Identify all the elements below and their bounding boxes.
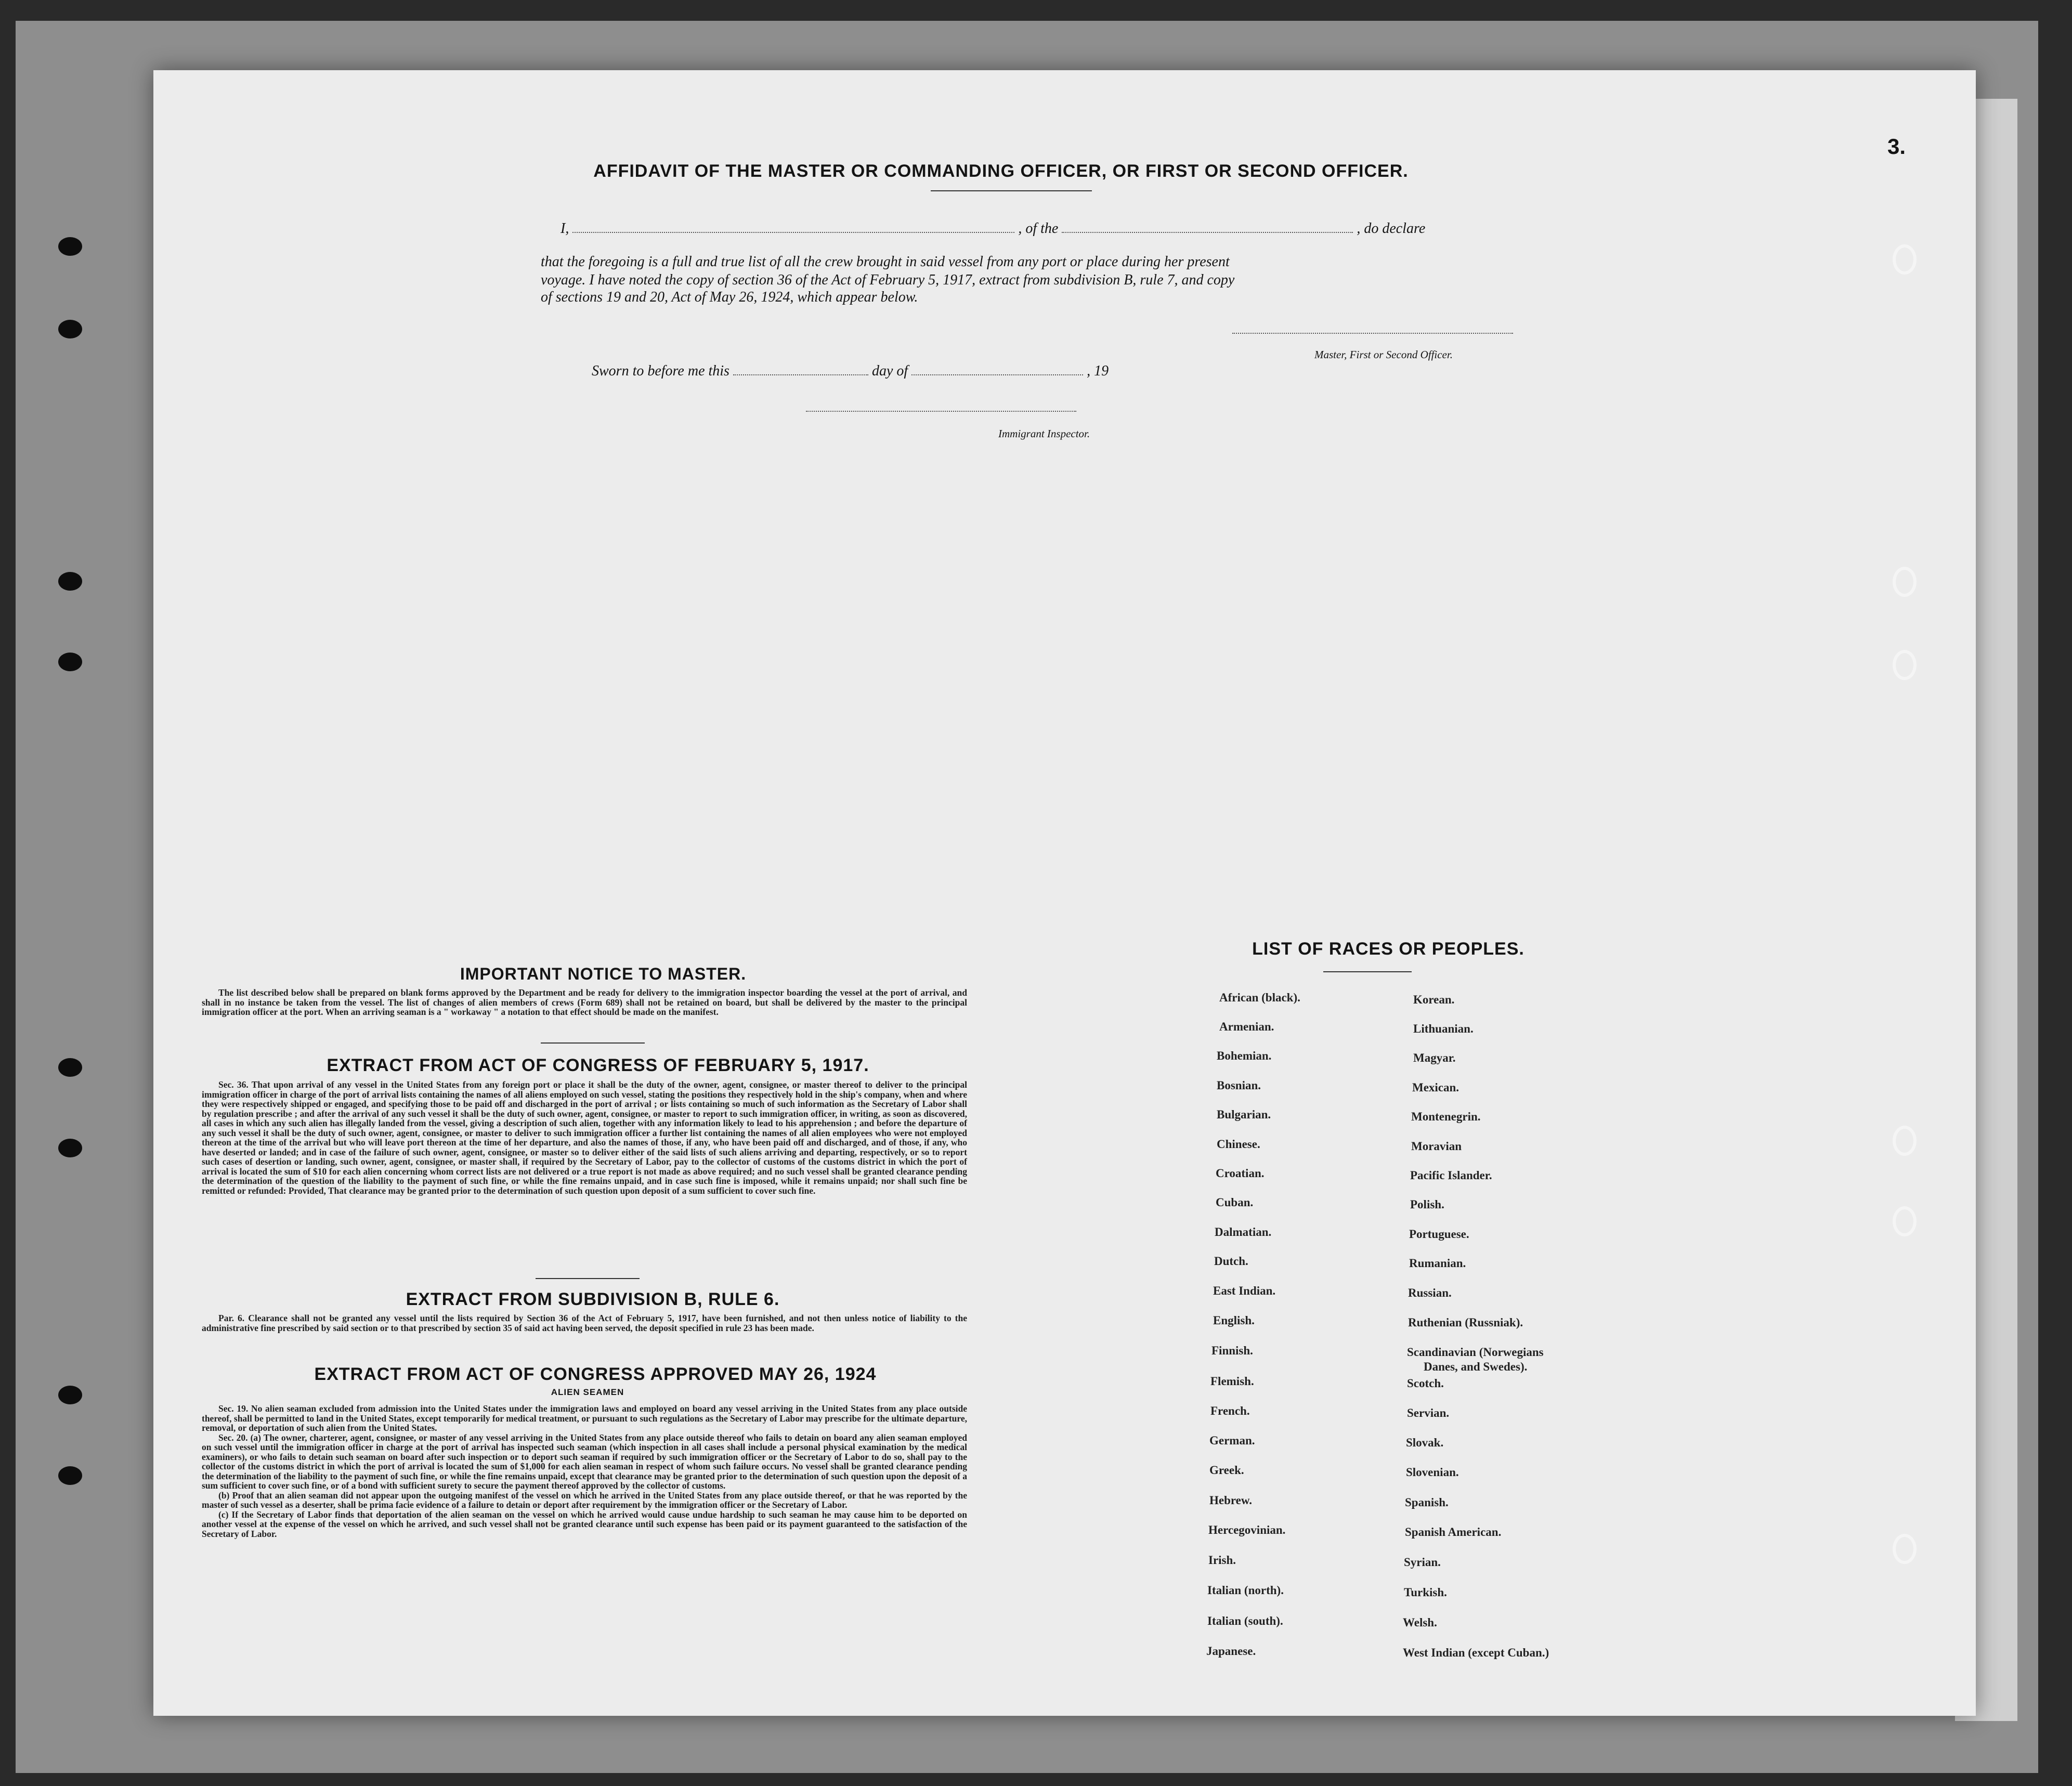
race-item: Bulgarian. — [1217, 1108, 1271, 1121]
section-20c-text: (c) If the Secretary of Labor finds that deportation of the alien seaman on the vessel on which he arrived would cause undue hardship to such seaman he may cause him to be deported on another vessel at the expense of the vessel on which he arrived, and such vessel shall not be granted clearance until such expense has been paid or its payment guaranteed to the satisfaction of the Secretary of Labor. — [202, 1509, 967, 1539]
binder-ring — [1893, 244, 1917, 275]
race-item: German. — [1209, 1434, 1255, 1447]
binder-ring — [1893, 650, 1917, 680]
race-item: Italian (south). — [1207, 1614, 1283, 1627]
extract-1924-paragraph — [202, 1404, 967, 1539]
race-item: Turkish. — [1404, 1586, 1447, 1599]
section-20a-text: Sec. 20. (a) The owner, charterer, agent, consignee, or master of any vessel arriving in the United States from any place outside thereof who fails to detain on board any alien seaman employed on such vessel until the immigration officer in charge at the port of arrival has inspected such seaman (which inspection in all cases shall include a personal physical examination by the medical examiners), or who fails to detain such seaman on board after such inspection or to deport such seaman if required by such immigration officer or the Secretary of Labor to do so, shall pay to the collector of the customs district in which the port of arrival is located the sum of $1,000 for each alien seaman in respect of whom such failure occurs. No vessel shall be granted clearance pending the determination of the liability to the payment of such fine, or while the fine remains unpaid, except that clearance may be granted prior to the determination of such question upon the deposit of a sum sufficient to cover such fine, or of a bond with sufficient surety to secure the payment thereof approved by the collector of customs. — [202, 1432, 967, 1491]
race-item: Hebrew. — [1209, 1494, 1252, 1507]
binder-hole — [58, 1386, 82, 1404]
notice-title: IMPORTANT NOTICE TO MASTER. — [460, 964, 747, 983]
race-item: Scandinavian (Norwegians — [1407, 1346, 1544, 1359]
binder-hole — [58, 320, 82, 338]
race-item: Cuban. — [1216, 1196, 1254, 1209]
race-item: Magyar. — [1413, 1051, 1456, 1064]
race-item: Pacific Islander. — [1410, 1169, 1492, 1182]
race-item: Polish. — [1410, 1198, 1444, 1211]
sworn-month-field[interactable] — [911, 374, 1083, 375]
race-item: Korean. — [1413, 993, 1455, 1006]
race-item: Greek. — [1209, 1464, 1244, 1477]
affidavit-text-line: of sections 19 and 20, Act of May 26, 1924, which appear below. — [541, 289, 918, 305]
extract-1924-title: EXTRACT FROM ACT OF CONGRESS APPROVED MAY 26, 1924 — [314, 1364, 877, 1384]
race-item: Spanish. — [1405, 1496, 1449, 1509]
sworn-day-field[interactable] — [733, 374, 868, 375]
race-item: Italian (north). — [1207, 1584, 1284, 1597]
inspector-signature-caption: Immigrant Inspector. — [998, 427, 1090, 440]
race-item: Moravian — [1411, 1140, 1462, 1153]
binder-hole — [58, 1139, 82, 1157]
affidavit-of-the-label: , of the — [1018, 220, 1059, 237]
race-item: Croatian. — [1216, 1167, 1265, 1180]
race-item: Portuguese. — [1409, 1228, 1469, 1241]
race-item: Dalmatian. — [1215, 1226, 1272, 1239]
race-item: French. — [1210, 1404, 1250, 1417]
race-item: Finnish. — [1211, 1344, 1253, 1357]
binder-hole — [58, 1058, 82, 1077]
extract-1917-paragraph — [202, 1080, 967, 1195]
race-item: African (black). — [1219, 991, 1300, 1004]
race-item: Slovenian. — [1406, 1466, 1459, 1479]
extract-rule6-paragraph — [202, 1313, 967, 1333]
race-item: Ruthenian (Russniak). — [1408, 1316, 1523, 1329]
race-item: Scotch. — [1407, 1377, 1444, 1390]
race-item: Spanish American. — [1405, 1526, 1502, 1539]
race-item: Lithuanian. — [1413, 1022, 1474, 1035]
vessel-name-field[interactable] — [1062, 232, 1353, 233]
race-item: Welsh. — [1403, 1616, 1437, 1629]
race-item: Rumanian. — [1409, 1257, 1466, 1270]
race-item: Montenegrin. — [1411, 1110, 1481, 1123]
race-item: East Indian. — [1213, 1284, 1276, 1297]
binder-ring — [1893, 1126, 1917, 1156]
race-item: Russian. — [1408, 1286, 1452, 1299]
inspector-signature-field[interactable] — [806, 411, 1076, 412]
race-item: Slovak. — [1406, 1436, 1444, 1449]
binder-ring — [1893, 1206, 1917, 1236]
sworn-line — [592, 363, 1109, 380]
race-item: Servian. — [1407, 1406, 1450, 1419]
notice-paragraph — [202, 988, 967, 1017]
affidavit-declare-label: , do declare — [1357, 220, 1426, 237]
section-19-text: Sec. 19. No alien seaman excluded from admission into the United States under the immigration laws and employed on board any vessel arriving in the United States from any place outside thereof, shall be permitted to land in the United States, except temporarily for medical treatment, or pursuant to such regulations as the Secretary of Labor may prescribe for the ultimate departure, removal, or deportation of such alien from the United States. — [202, 1403, 967, 1433]
divider — [931, 190, 1092, 191]
race-item: Syrian. — [1404, 1556, 1441, 1569]
extract-rule6-title: EXTRACT FROM SUBDIVISION B, RULE 6. — [406, 1289, 780, 1309]
binder-hole — [58, 653, 82, 671]
affidavit-title: AFFIDAVIT OF THE MASTER OR COMMANDING OFFICER, OR FIRST OR SECOND OFFICER. — [593, 161, 1409, 181]
affidavit-i-label: I, — [561, 220, 569, 237]
affidavit-declaration-line — [561, 220, 1425, 237]
sworn-year: , 19 — [1087, 363, 1109, 379]
notice-text: The list described below shall be prepared on blank forms approved by the Department and be ready for delivery to the immigration inspector boarding the vessel at the port of arrival, and shall in no instance be taken from the vessel. The list of changes of alien members of crews (Form 689) shall not be retained on board, but shall be delivered by the master to the principal immigration officer at the port. When an arriving seaman is a " workaway " a notation to that effect should be made on the manifest. — [202, 987, 967, 1017]
divider — [541, 1042, 645, 1044]
binder-ring — [1893, 567, 1917, 597]
affidavit-text-line: that the foregoing is a full and true list of all the crew brought in said vessel from any port or place during her present — [541, 254, 1230, 270]
binder-hole — [58, 572, 82, 591]
race-item: Japanese. — [1206, 1645, 1256, 1658]
race-item: Chinese. — [1217, 1138, 1260, 1151]
race-item: Hercegovinian. — [1208, 1523, 1286, 1536]
binder-ring — [1893, 1534, 1917, 1564]
race-item: Armenian. — [1219, 1020, 1274, 1033]
section-36-text: Sec. 36. That upon arrival of any vessel in the United States from any foreign port or place it shall be the duty of the owner, agent, consignee, or master thereof to deliver to the principal immigration officer in charge of the port of arrival lists containing the names of all aliens employed on such vessel, stating the positions they respectively hold in the ship's company, when and where they were respectively shipped or engaged, and specifying those to be paid off and discharged in the port of arrival ; or lists containing so much of such information as the Secretary of Labor shall by regulation prescribe ; and after the arrival of any such vessel it shall be the duty of such owner, agent, consignee, or master to report to such immigration officer, in writing, as soon as discovered, all cases in which any such alien has illegally landed from the vessel, giving a description of such alien, together with any information likely to lead to his apprehension ; and before the departure of any such vessel it shall be the duty of such owner, agent, consignee, or master to deliver to such immigration officer a further list containing the names of all alien employees who were not employed thereon at the time of the arrival but who will leave port thereon at the time of her departure, and also the names of those, if any, who have been paid off and discharged, and of those, if any, who have deserted or landed; and in case of the failure of such owner, agent, consignee, or master so to deliver either of the said lists of such aliens arriving and departing, respectively, or so to report such cases of desertion or landing, such owner, agent, consignee, or master shall, if required by the Secretary of Labor, pay to the collector of customs of the customs district in which the port of arrival is located the sum of $10 for each alien concerning whom correct lists are not delivered or a true report is not made as above required; and no such vessel shall be granted clearance pending the determination of the question of the liability to the payment of such fine, or while the fine remains unpaid, and in case such fine is imposed, while it remains unpaid; nor shall such fine be remitted or refunded: Provided, That clearance may be granted prior to the determination of such question upon deposit of a sum sufficient to cover such fine. — [202, 1079, 967, 1196]
race-item: West Indian (except Cuban.) — [1403, 1646, 1549, 1659]
rule-6-text: Par. 6. Clearance shall not be granted any vessel until the lists required by Section 36 of the Act of February 5, 1917, have been furnished, and not then unless notice of liability to the administrative fine prescribed by said section or to that prescribed by section 35 of said act having been served, the deposit specified in rule 23 has been made. — [202, 1313, 967, 1333]
binder-hole — [58, 237, 82, 256]
race-item: Irish. — [1208, 1554, 1236, 1567]
extract-1924-subtitle: ALIEN SEAMEN — [551, 1387, 624, 1397]
divider — [1323, 971, 1412, 972]
binder-hole — [58, 1466, 82, 1485]
affidavit-text-line: voyage. I have noted the copy of section 36 of the Act of February 5, 1917, extract from subdivision B, rule 7, and copy — [541, 272, 1235, 288]
race-item: Mexican. — [1412, 1081, 1459, 1094]
master-signature-caption: Master, First or Second Officer. — [1314, 348, 1453, 361]
section-20b-text: (b) Proof that an alien seaman did not appear upon the outgoing manifest of the vessel on which he arrived in the United States from any place outside thereof, or that he was reported by the master of such vessel as a deserter, shall be prima facie evidence of a failure to detain or deport after requirement by the immigration officer or the Secretary of Labor. — [202, 1490, 967, 1510]
race-item: Bosnian. — [1217, 1079, 1261, 1092]
page-number: 3. — [1887, 134, 1906, 159]
race-item: Danes, and Swedes). — [1424, 1360, 1528, 1373]
race-item: Bohemian. — [1217, 1049, 1272, 1062]
master-signature-field[interactable] — [1232, 333, 1513, 334]
races-title: LIST OF RACES OR PEOPLES. — [1252, 939, 1524, 959]
race-item: Flemish. — [1210, 1375, 1254, 1388]
divider — [536, 1278, 640, 1279]
sworn-prefix: Sworn to before me this — [592, 363, 729, 379]
sworn-day-of: day of — [871, 363, 908, 379]
race-item: English. — [1213, 1314, 1255, 1327]
race-item: Dutch. — [1214, 1255, 1248, 1268]
extract-1917-title: EXTRACT FROM ACT OF CONGRESS OF FEBRUARY 5, 1917. — [327, 1055, 869, 1075]
officer-name-field[interactable] — [572, 232, 1014, 233]
